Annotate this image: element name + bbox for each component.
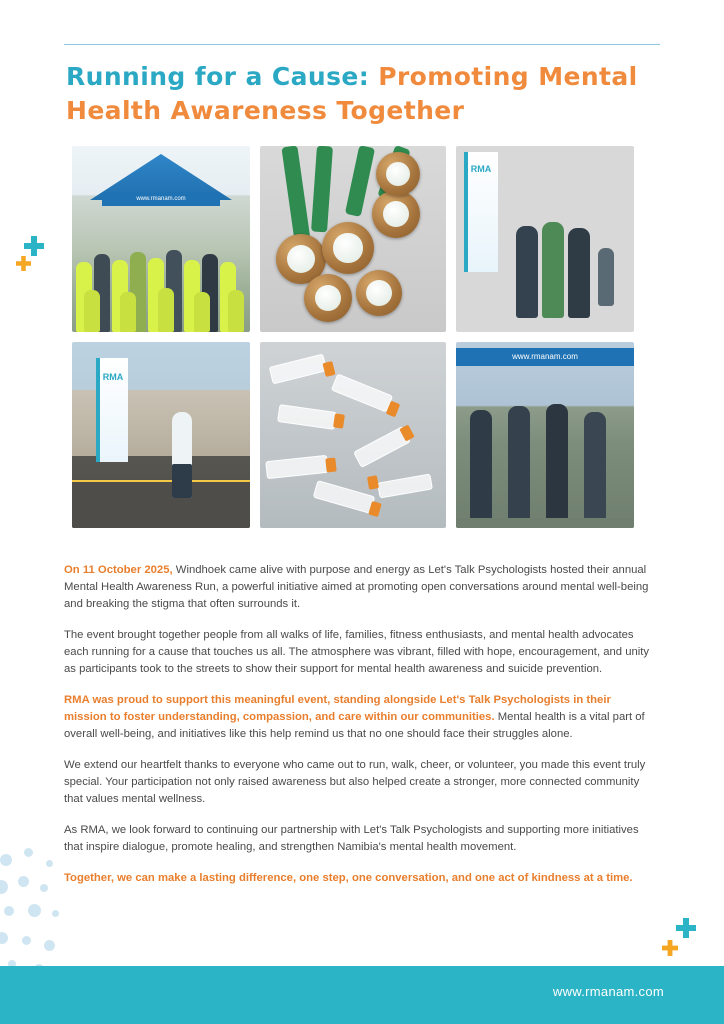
team-banner-text: www.rmanam.com (456, 348, 634, 366)
paragraph-3-highlight: RMA was proud to support this meaningful event, standing alongside Let's Talk Psychologists in their mission to foster understanding, compassion, and care within our communities. (64, 694, 611, 723)
page-title-rest: Promoting Mental Health Awareness Together (66, 62, 638, 125)
page-title (66, 60, 646, 128)
paragraph-2: The event brought together people from all walks of life, families, fitness enthusiasts, and mental health advocates each running for a cause that touches us all. The atmosphere was vibrant, filled with hope, encouragement, and unity as participants took to the streets to show their support for mental health awareness and suicide prevention. (64, 629, 650, 675)
group-photo-under-gazebo (72, 146, 250, 332)
road (72, 482, 250, 528)
runners-with-rma-flag (456, 146, 634, 332)
event-date: On 11 October 2025, (64, 564, 173, 576)
paragraph-3 (64, 692, 652, 743)
gallery-row-2 (72, 342, 634, 528)
paragraph-1 (64, 562, 652, 613)
water-bottles (260, 342, 446, 528)
crowd (72, 230, 250, 332)
page-title-accent: Running for a Cause: (66, 62, 370, 91)
article-body (64, 562, 652, 901)
page-footer (0, 966, 724, 1024)
paragraph-5: As RMA, we look forward to continuing our partnership with Let's Talk Psychologists and supporting more initiatives that inspire dialogue, promote healing, and strengthen Namibia's mental health movement. (64, 824, 639, 853)
photo-gallery (72, 146, 634, 538)
medals-closeup (260, 146, 446, 332)
footer-website-url[interactable]: www.rmanam.com (552, 984, 664, 999)
paragraph-3-text: Mental health is a vital part of overall well-being, and initiatives like this help remind us that no one should face their struggles alone. (64, 711, 645, 740)
team-photo-under-banner (456, 342, 634, 528)
staff-member-with-flag (72, 342, 250, 528)
closing-statement: Together, we can make a lasting difference, one step, one conversation, and one act of kindness at a time. (64, 872, 633, 884)
paragraph-1-text: Windhoek came alive with purpose and energy as Let's Talk Psychologists hosted their annual Mental Health Awareness Run, a powerful initiative aimed at promoting open conversations around mental well-being and breaking the stigma that often surrounds it. (64, 564, 649, 610)
gazebo-banner-text: www.rmanam.com (102, 192, 220, 206)
rma-flag-text-2: RMA (102, 372, 124, 382)
paragraph-4: We extend our heartfelt thanks to everyone who came out to run, walk, cheer, or volunteer, you made this event truly special. Your participation not only raised awareness but also helped create a stronger, more connected community that values mental wellness. (64, 759, 646, 805)
rma-flag-text: RMA (470, 164, 492, 174)
header-divider (64, 44, 660, 45)
gallery-row-1 (72, 146, 634, 332)
